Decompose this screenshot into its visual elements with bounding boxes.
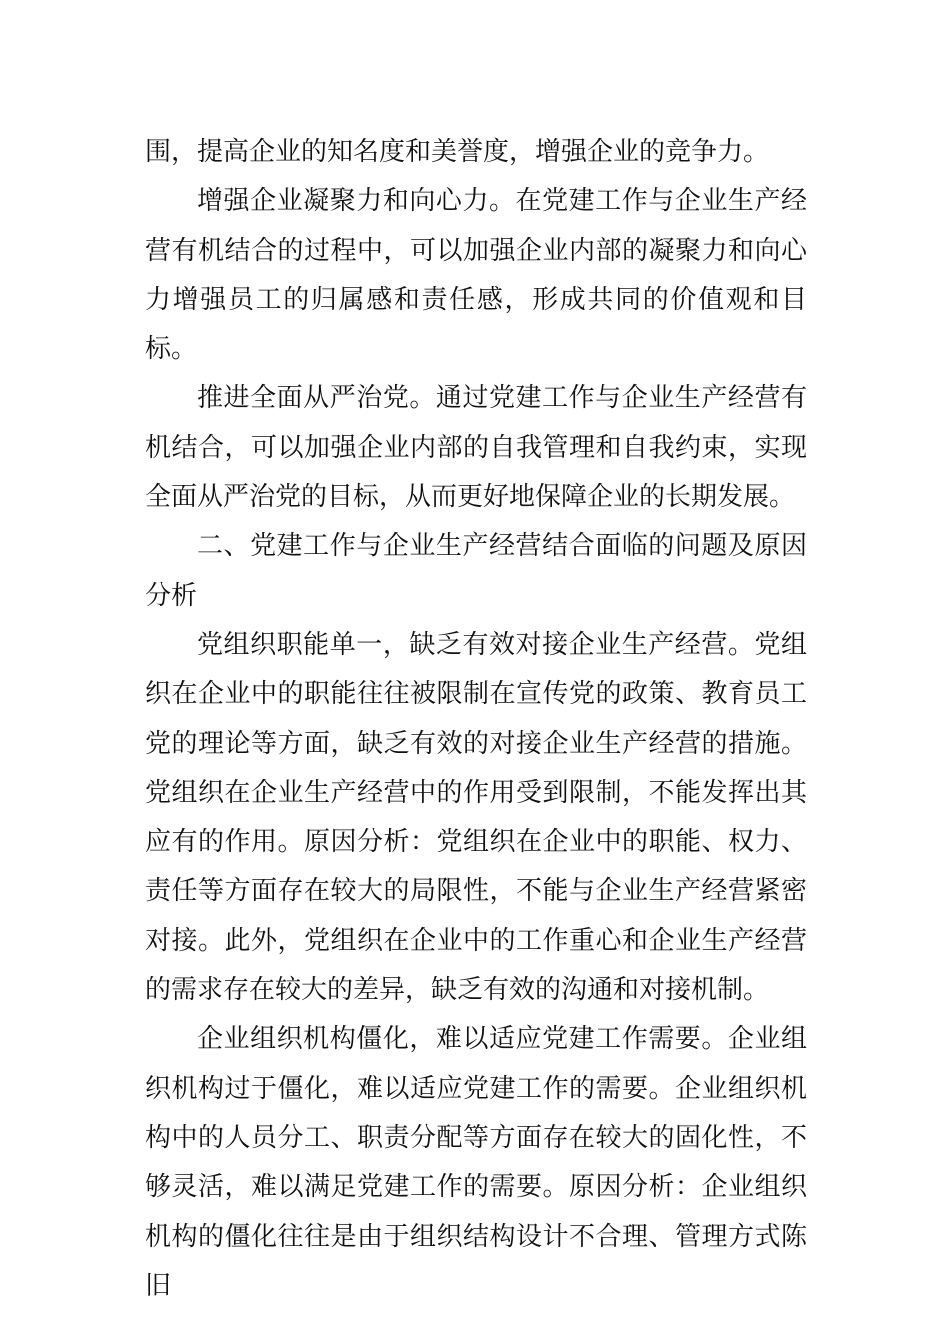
paragraph-rigid-structure: 企业组织机构僵化，难以适应党建工作需要。企业组织机构过于僵化，难以适应党建工作的需要。企业组织机构中的人员分工、职责分配等方面存在较大的固化性，不够灵活，难以满足党建工作的需要。原因分析：企业组织机构的僵化往往是由于组织结构设计不合理、管理方式陈旧: [145, 1024, 807, 1301]
document-body: [145, 128, 807, 1311]
paragraph-party-function: 党组织职能单一，缺乏有效对接企业生产经营。党组织在企业中的职能往往被限制在宣传党的政策、教育员工党的理论等方面，缺乏有效的对接企业生产经营的措施。党组织在企业生产经营中的作用受到限制，不能发挥出其应有的作用。原因分析：党组织在企业中的职能、权力、责任等方面存在较大的局限性，不能与企业生产经营紧密对接。此外，党组织在企业中的工作重心和企业生产经营的需求存在较大的差异，缺乏有效的沟通和对接机制。: [145, 629, 807, 1006]
paragraph-cohesion: 增强企业凝聚力和向心力。在党建工作与企业生产经营有机结合的过程中，可以加强企业内部的凝聚力和向心力增强员工的归属感和责任感，形成共同的价值观和目标。: [145, 186, 807, 365]
paragraph-continuation: 围，提高企业的知名度和美誉度，增强企业的竞争力。: [145, 137, 770, 167]
paragraph-strict-governance: 推进全面从严治党。通过党建工作与企业生产经营有机结合，可以加强企业内部的自我管理和自我约束，实现全面从严治党的目标，从而更好地保障企业的长期发展。: [145, 383, 807, 513]
section-heading: 二、党建工作与企业生产经营结合面临的问题及原因分析: [145, 531, 807, 611]
